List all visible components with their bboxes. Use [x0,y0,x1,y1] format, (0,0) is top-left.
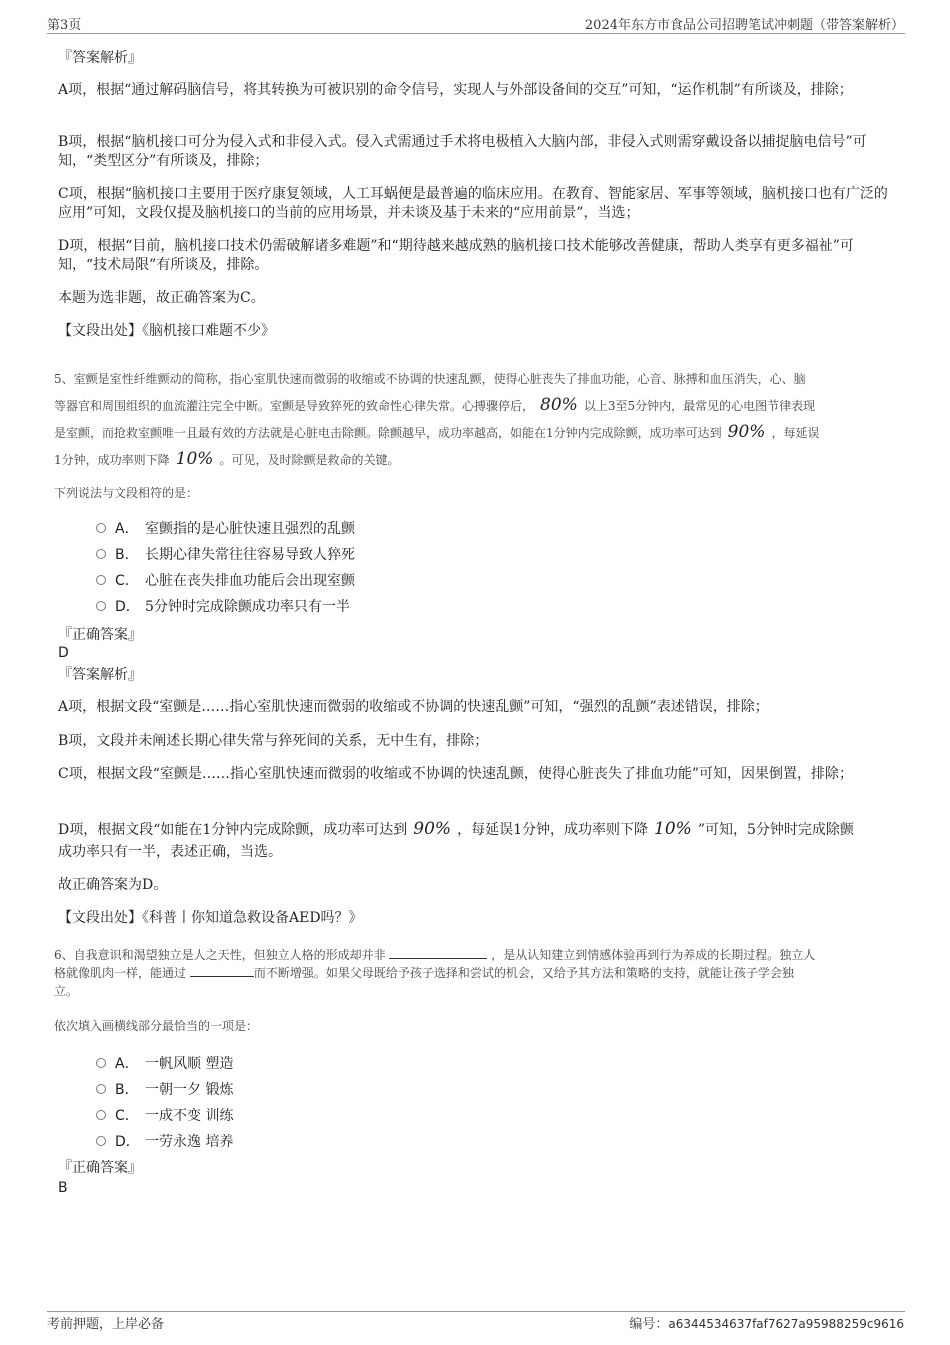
q6-stem-1a: 6、自我意识和渴望独立是人之天性，但独立人格的形成却并非 [54,948,386,962]
q5-stem-line-3 [54,419,896,446]
q4-conclusion: 本题为选非题，故正确答案为C。 [58,290,265,306]
q6-option-a[interactable] [96,1054,233,1074]
q6-stem [54,946,896,1000]
q5-option-a[interactable] [96,519,355,539]
option-letter: D． [115,599,140,615]
math-90-percent: 90% [727,422,766,442]
option-letter: B． [115,1082,139,1098]
option-letter: C． [115,1108,139,1124]
q5-conclusion: 故正确答案为D。 [58,877,168,893]
q5-question: 下列说法与文段相符的是： [54,486,199,500]
math-90-percent: 90% [413,819,452,839]
q5-analysis-d-cont: 成功率只有一半，表述正确，当选。 [58,844,282,860]
footer-slogan: 考前押题，上岸必备 [47,1317,165,1332]
q5-analysis-c: C项，根据文段“室颤是……指心室肌快速而微弱的收缩或不协调的快速乱颤，使得心脏丧失了排血功能”可知，因果倒置，排除； [58,766,854,782]
option-text: 一朝一夕 锻炼 [145,1082,234,1098]
radio-icon[interactable] [96,523,106,533]
option-text: 一帆风顺 塑造 [145,1056,234,1072]
radio-icon[interactable] [96,575,106,585]
q4-analysis-c: C项，根据“脑机接口主要用于医疗康复领域，人工耳蜗便是最普遍的临床应用。在教育、智能家居、军事等领域，脑机接口也有广泛的应用”可知，文段仅提及脑机接口的当前的应用场景，并未谈及基于未来的“应用前景”，当选； [58,186,888,221]
q6-answer: B [58,1180,68,1196]
document-title: 2024年东方市食品公司招聘笔试冲刺题（带答案解析） [584,18,904,33]
math-10-percent: 10% [654,819,692,839]
q4-analysis-label: 『答案解析』 [58,50,142,66]
q6-stem-1b: ，是从认知建立到情感体验再到行为养成的长期过程。独立人 [491,948,816,962]
q5-analysis-d-part2: ，每延误1分钟，成功率则下降 [457,822,649,838]
q6-stem-line-1 [54,946,896,964]
q5-stem-4a: 1分钟，成功率则下降 [54,453,170,467]
q5-answer-label: 『正确答案』 [58,627,142,643]
math-10-percent: 10% [175,449,214,469]
radio-icon[interactable] [96,549,106,559]
radio-icon[interactable] [96,1058,106,1068]
q6-option-b[interactable] [96,1080,233,1100]
q6-stem-line-2 [54,964,896,982]
math-80-percent: 80% [540,395,578,415]
q5-analysis-d-part3: ”可知，5分钟时完成除颤 [697,822,854,838]
q5-stem-4b: 。可见，及时除颤是救命的关键。 [219,453,400,467]
radio-icon[interactable] [96,601,106,611]
radio-icon[interactable] [96,1136,106,1146]
q5-stem [54,366,896,473]
radio-icon[interactable] [96,1084,106,1094]
option-letter: D． [115,1134,140,1150]
q6-question: 依次填入画横线部分最恰当的一项是： [54,1019,259,1033]
q5-option-b[interactable] [96,545,355,565]
fill-blank-1[interactable] [389,946,487,959]
q4-source: 【文段出处】《脑机接口难题不少》 [58,323,275,339]
q5-answer: D [58,645,69,661]
page-number: 第3页 [47,18,82,33]
q6-stem-2b: 而不断增强。如果父母既给予孩子选择和尝试的机会，又给予其方法和策略的支持，就能让孩子学会独 [253,966,794,980]
header-divider [47,33,905,34]
option-letter: C． [115,573,139,589]
q5-stem-line-4 [54,446,896,473]
code-value: a6344534637faf7627a95988259c9616 [668,1317,904,1331]
option-text: 室颤指的是心脏快速且强烈的乱颤 [145,521,355,537]
q6-stem-line-3: 立。 [54,984,79,998]
code-label: 编号： [629,1317,669,1332]
q5-stem-3b: ，每延误 [771,426,820,440]
q6-stem-2a: 格就像肌肉一样，能通过 [54,966,187,980]
q5-analysis-d [58,820,898,840]
q5-analysis-d-part1: D项，根据文段“如能在1分钟内完成除颤，成功率可达到 [58,822,408,838]
q4-analysis-d: D项，根据“目前，脑机接口技术仍需破解诸多难题”和“期待越来越成熟的脑机接口技术能够改善健康，帮助人类享有更多福祉”可知，“技术局限”有所谈及，排除。 [58,238,854,273]
option-text: 5分钟时完成除颤成功率只有一半 [145,599,350,615]
document-code [629,1313,904,1332]
q5-option-d[interactable] [96,597,350,617]
q4-analysis-a: A项，根据“通过解码脑信号，将其转换为可被识别的命令信号，实现人与外部设备间的交互”可知，“运作机制”有所谈及，排除； [58,82,853,98]
q5-stem-2b: 以上3至5分钟内，最常见的心电图节律表现 [583,399,816,413]
option-text: 心脏在丧失排血功能后会出现室颤 [145,573,355,589]
q5-stem-2a: 等器官和周围组织的血流灌注完全中断。室颤是导致猝死的致命性心律失常。心搏骤停后， [54,399,535,413]
q5-analysis-a: A项，根据文段“室颤是……指心室肌快速而微弱的收缩或不协调的快速乱颤”可知，“强烈的乱颤”表述错误，排除； [58,699,769,715]
q5-stem-line-1: 5、室颤是室性纤维颤动的简称，指心室肌快速而微弱的收缩或不协调的快速乱颤，使得心脏丧失了排血功能，心音、脉搏和血压消失，心、脑 [54,372,806,386]
option-letter: A． [115,521,139,537]
q4-analysis-b: B项，根据“脑机接口可分为侵入式和非侵入式。侵入式需通过手术将电极植入大脑内部，非侵入式则需穿戴设备以捕捉脑电信号”可知，“类型区分”有所谈及，排除； [58,134,867,169]
q6-option-c[interactable] [96,1106,233,1126]
option-text: 一劳永逸 培养 [145,1134,234,1150]
option-letter: A． [115,1056,139,1072]
q5-stem-line-2 [54,392,896,419]
option-text: 一成不变 训练 [145,1108,234,1124]
q6-option-d[interactable] [96,1132,233,1152]
q5-analysis-label: 『答案解析』 [58,667,142,683]
q5-option-c[interactable] [96,571,355,591]
q5-analysis-b: B项，文段并未阐述长期心律失常与猝死间的关系，无中生有，排除； [58,733,489,749]
radio-icon[interactable] [96,1110,106,1120]
q5-source: 【文段出处】《科普丨你知道急救设备AED吗？》 [58,910,363,926]
option-letter: B． [115,547,139,563]
q5-stem-3a: 是室颤，而抢救室颤唯一且最有效的方法就是心脏电击除颤。除颤越早，成功率越高，如能在1分钟内完成除颤，成功率可达到 [54,426,722,440]
fill-blank-2[interactable] [190,964,254,977]
option-text: 长期心律失常往往容易导致人猝死 [145,547,355,563]
q6-answer-label: 『正确答案』 [58,1160,142,1176]
footer-divider [47,1311,905,1312]
